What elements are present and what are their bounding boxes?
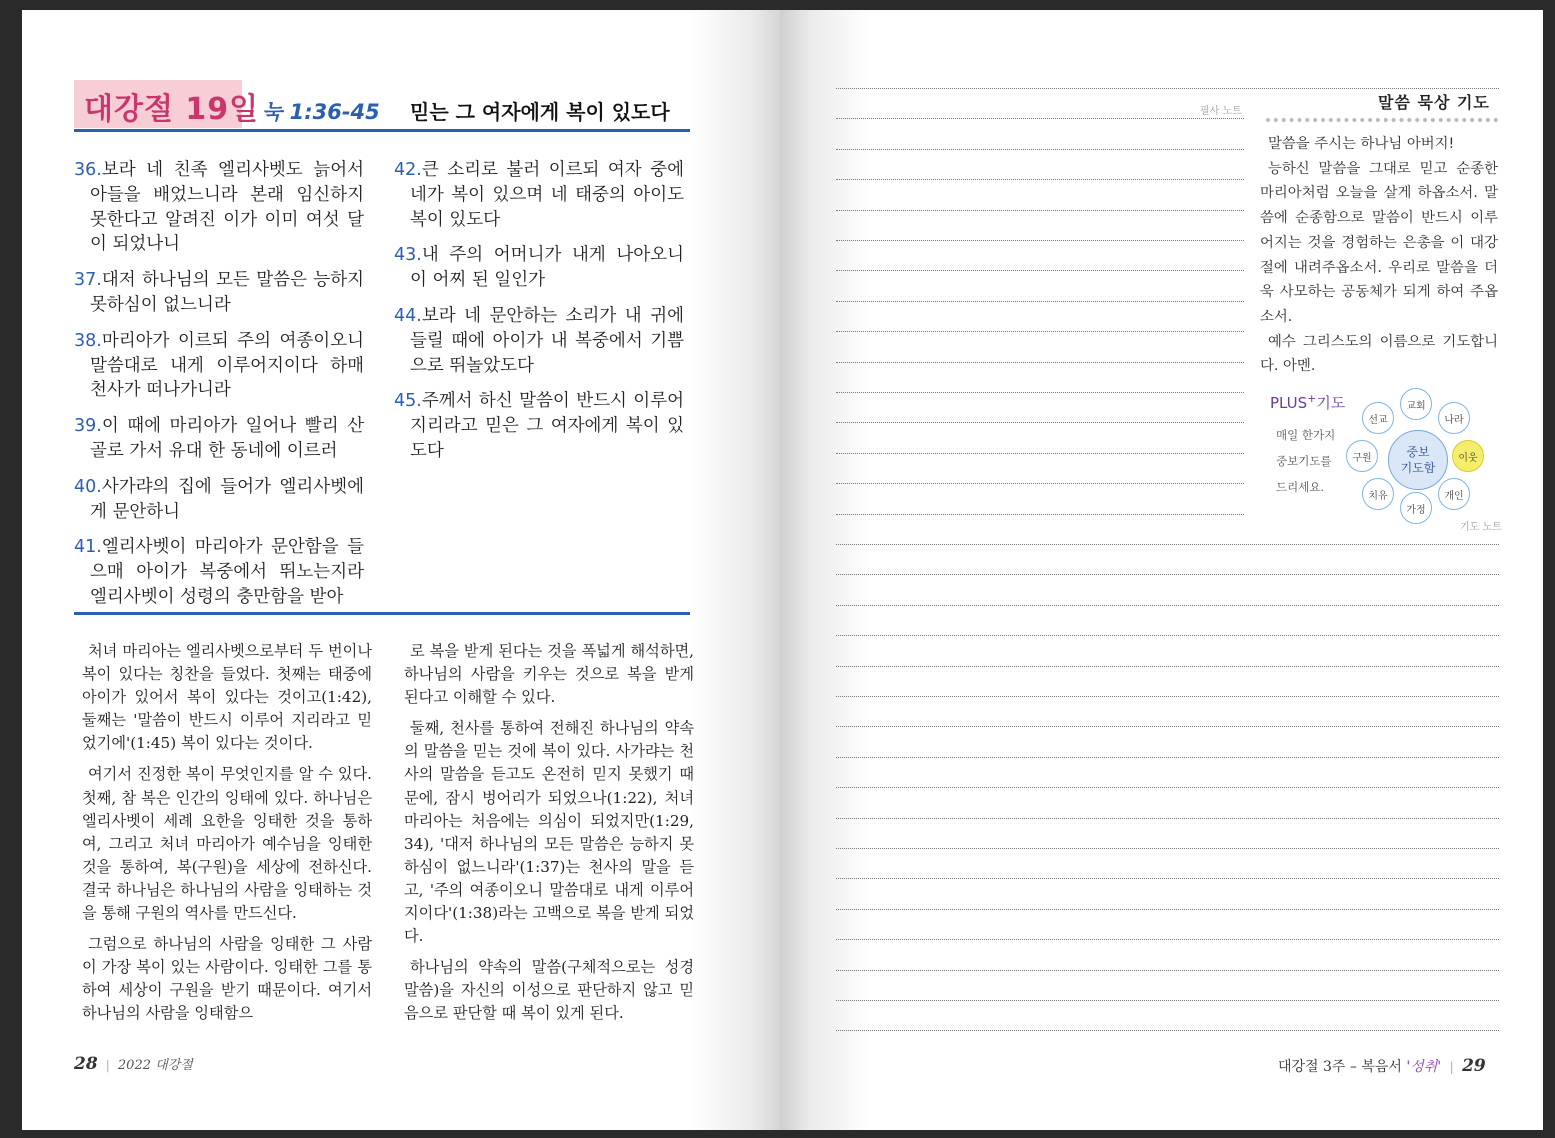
topic-bubble: 교회 bbox=[1400, 388, 1432, 420]
verse-number: 42. bbox=[394, 160, 422, 180]
note-line bbox=[836, 362, 1244, 363]
verse-text: 보라 네 문안하는 소리가 내 귀에 들릴 때에 아이가 내 복중에서 기쁨으로 뛰놀았도다 bbox=[410, 305, 684, 376]
prayer-paragraph: 능하신 말씀을 그대로 믿고 순종한 마리아처럼 오늘을 살게 하옵소서. 말씀에 순종함으로 말씀이 반드시 이루어지는 것을 경험하는 은총을 이 대강절에 내려주옵소서. 우리로 말씀을 더욱 사모하는 공동체가 되게 하여 주옵소서. bbox=[1260, 160, 1498, 325]
verse-text: 주께서 하신 말씀이 반드시 이루어지리라고 믿은 그 여자에게 복이 있도다 bbox=[410, 391, 684, 461]
verse-number: 40. bbox=[74, 476, 102, 497]
topic-bubble: 구원 bbox=[1346, 440, 1378, 472]
commentary-paragraph: 둘째, 천사를 통하여 전해진 하나님의 약속의 말씀을 믿는 것에 복이 있다. 사가랴는 천사의 말씀을 듣고도 온전히 믿지 못했기 때문에, 잠시 벙어리가 되었으나(1:22), 처녀 마리아는 처음에는 의심이 되었지만(1:29, 34), '대저 하나님의 모든 말씀은 능하지 못하심이 없느니라'(1:37)는 천사의 말을 듣고, '주의 여종이오니 말씀대로 내게 이루어지이다'(1:38)라는 고백으로 복을 받게 되었다. bbox=[404, 719, 694, 946]
note-line bbox=[836, 939, 1499, 940]
verse-number: 38. bbox=[74, 330, 102, 351]
note-line bbox=[836, 422, 1244, 423]
verse bbox=[394, 304, 684, 378]
verses-column-2 bbox=[394, 158, 684, 475]
note-line bbox=[836, 514, 1244, 515]
note-line bbox=[836, 301, 1244, 302]
verse bbox=[394, 243, 684, 293]
topic-bubble: 나라 bbox=[1438, 402, 1470, 434]
verse bbox=[74, 414, 364, 464]
verses-column-1 bbox=[74, 158, 364, 621]
note-line bbox=[836, 331, 1244, 332]
topic-bubble: 가정 bbox=[1400, 492, 1432, 524]
instruction-line: 드리세요. bbox=[1276, 480, 1325, 494]
commentary-paragraph: 로 복을 받게 된다는 것을 폭넓게 해석하면, 하나님의 사람을 키우는 것으로 복을 받게 된다고 이해할 수 있다. bbox=[404, 642, 694, 707]
plus-prayer-title bbox=[1270, 392, 1345, 413]
footer-divider: | bbox=[105, 1058, 110, 1072]
note-line bbox=[836, 605, 1499, 606]
left-page bbox=[22, 10, 780, 1130]
topic-bubble: 개인 bbox=[1438, 478, 1470, 510]
footer-divider: | bbox=[1449, 1060, 1454, 1074]
header-rule bbox=[74, 129, 690, 132]
topic-bubble-highlighted: 이웃 bbox=[1452, 440, 1484, 472]
note-line bbox=[836, 878, 1499, 879]
note-line bbox=[836, 483, 1244, 484]
commentary-rule bbox=[74, 612, 690, 615]
prayer-paragraph: 말씀을 주시는 하나님 아버지! bbox=[1268, 136, 1455, 152]
instruction-line: 중보기도를 bbox=[1276, 454, 1332, 468]
instruction-line: 매일 한가지 bbox=[1276, 428, 1336, 442]
note-line bbox=[836, 848, 1499, 849]
note-line bbox=[836, 574, 1499, 575]
note-line bbox=[836, 909, 1499, 910]
page-footer-right bbox=[1278, 1056, 1486, 1076]
note-line bbox=[836, 88, 1499, 89]
center-label: 중보 bbox=[1406, 445, 1430, 459]
topic-bubble: 선교 bbox=[1362, 402, 1394, 434]
commentary-paragraph: 그럼으로 하나님의 사람을 잉태한 그 사람이 가장 복이 있는 사람이다. 잉태한 그를 통하여 세상이 구원을 받기 때문이다. 여기서 하나님의 사람을 잉태함으 bbox=[82, 935, 372, 1023]
note-line bbox=[836, 179, 1244, 180]
plus-label: PLUS bbox=[1270, 394, 1308, 412]
verse bbox=[74, 475, 364, 525]
topic-bubble: 치유 bbox=[1362, 478, 1394, 510]
verse-number: 36. bbox=[74, 160, 102, 180]
commentary-paragraph: 하나님의 약속의 말씀(구체적으로는 성경 말씀)을 자신의 이성으로 판단하지 않고 믿음으로 판단할 때 복이 있게 된다. bbox=[404, 958, 694, 1023]
verse bbox=[74, 158, 364, 257]
note-line bbox=[836, 635, 1499, 636]
commentary-paragraph: 처녀 마리아는 엘리사벳으로부터 두 번이나 복이 있다는 칭찬을 들었다. 첫째는 태중에 아이가 있어서 복이 있다는 것이고(1:42), 둘째는 '말씀이 반드시 이루어 지리라고 믿었기에'(1:45) 복이 있다는 것이다. bbox=[82, 642, 372, 753]
note-line bbox=[836, 149, 1244, 150]
intercession-center-bubble bbox=[1388, 430, 1448, 490]
day-title: 대강절 19일 bbox=[84, 92, 260, 127]
intercession-diagram bbox=[1346, 388, 1496, 538]
note-line bbox=[836, 970, 1499, 971]
verse-number: 44. bbox=[394, 305, 422, 326]
plus-instructions bbox=[1276, 422, 1335, 500]
note-line bbox=[836, 757, 1499, 758]
note-line bbox=[836, 544, 1499, 545]
verse-number: 39. bbox=[74, 416, 102, 437]
note-line bbox=[836, 787, 1499, 788]
footer-section-title: 대강절 3주 – 복음서 bbox=[1278, 1059, 1407, 1075]
verse-number: 43. bbox=[394, 245, 422, 266]
commentary-column-2 bbox=[404, 640, 694, 1034]
verse-text: 엘리사벳이 마리아가 문안함을 들으매 아이가 복중에서 뛰노는지라 엘리사벳이 성령의 충만함을 받아 bbox=[90, 537, 364, 607]
note-line bbox=[836, 1030, 1499, 1031]
footer-book-title: 2022 대강절 bbox=[117, 1058, 193, 1073]
page-number: 28 bbox=[74, 1054, 98, 1074]
verse-text: 사가랴의 집에 들어가 엘리사벳에게 문안하니 bbox=[90, 476, 364, 522]
note-line bbox=[836, 726, 1499, 727]
page-number: 29 bbox=[1462, 1056, 1486, 1076]
commentary-column-1 bbox=[82, 640, 372, 1034]
scripture-reference: 눅 1:36-45 bbox=[262, 100, 380, 124]
note-line bbox=[836, 118, 1244, 119]
note-line bbox=[836, 240, 1244, 241]
note-line bbox=[836, 210, 1244, 211]
day-subtitle: 믿는 그 여자에게 복이 있도다 bbox=[410, 100, 670, 124]
verse-number: 37. bbox=[74, 270, 102, 291]
verse-text: 내 주의 어머니가 내게 나아오니 이 어찌 된 일인가 bbox=[410, 245, 684, 291]
verse bbox=[74, 268, 364, 318]
prayer-title: 말씀 묵상 기도 bbox=[1378, 93, 1490, 112]
prayer-text bbox=[1260, 132, 1498, 379]
right-page bbox=[780, 10, 1543, 1130]
plus-sup: + bbox=[1307, 392, 1317, 405]
verse-text: 이 때에 마리아가 일어나 빨리 산골로 가서 유대 한 동네에 이르러 bbox=[90, 416, 364, 461]
verse bbox=[394, 389, 684, 463]
note-line bbox=[836, 818, 1499, 819]
note-line bbox=[836, 392, 1244, 393]
center-label: 기도함 bbox=[1400, 461, 1436, 475]
verse bbox=[394, 158, 684, 232]
prayer-paragraph: 예수 그리스도의 이름으로 기도합니다. 아멘. bbox=[1260, 333, 1498, 375]
prayer-title-divider bbox=[1266, 118, 1498, 122]
note-line bbox=[836, 696, 1499, 697]
note-line bbox=[836, 1000, 1499, 1001]
copy-note-label: 필사 노트 bbox=[1200, 106, 1242, 117]
prayer-note-label: 기도 노트 bbox=[1460, 522, 1502, 533]
page-footer-left bbox=[74, 1054, 193, 1074]
note-line bbox=[836, 270, 1244, 271]
verse bbox=[74, 329, 364, 403]
verse-text: 큰 소리로 불러 이르되 여자 중에 네가 복이 있으며 네 태중의 아이도 복이 있도다 bbox=[410, 160, 684, 230]
commentary-paragraph: 여기서 진정한 복이 무엇인지를 알 수 있다. 첫째, 참 복은 인간의 잉태에 있다. 하나님은 엘리사벳이 세례 요한을 잉태한 것을 통하여, 그리고 처녀 마리아가 예수님을 잉태한 것을 통하여, 복(구원)을 세상에 전하신다. 결국 하나님은 하나님의 사람을 잉태하는 것을 통해 구원의 역사를 만드신다. bbox=[82, 765, 372, 923]
verse bbox=[74, 535, 364, 609]
verse-text: 마리아가 이르되 주의 여종이오니 말씀대로 내게 이루어지이다 하매 천사가 떠나가니라 bbox=[90, 330, 364, 401]
plus-suffix: 기도 bbox=[1316, 394, 1346, 412]
footer-section-highlight: '성취' bbox=[1406, 1059, 1442, 1075]
note-line bbox=[836, 666, 1499, 667]
verse-number: 45. bbox=[394, 391, 422, 412]
verse-number: 41. bbox=[74, 537, 102, 558]
verse-text: 대저 하나님의 모든 말씀은 능하지 못하심이 없느니라 bbox=[90, 270, 364, 315]
note-line bbox=[836, 453, 1244, 454]
verse-text: 보라 네 친족 엘리사벳도 늙어서 아들을 배었느니라 본래 임신하지 못한다고 알려진 이가 이미 여섯 달이 되었나니 bbox=[90, 160, 364, 255]
